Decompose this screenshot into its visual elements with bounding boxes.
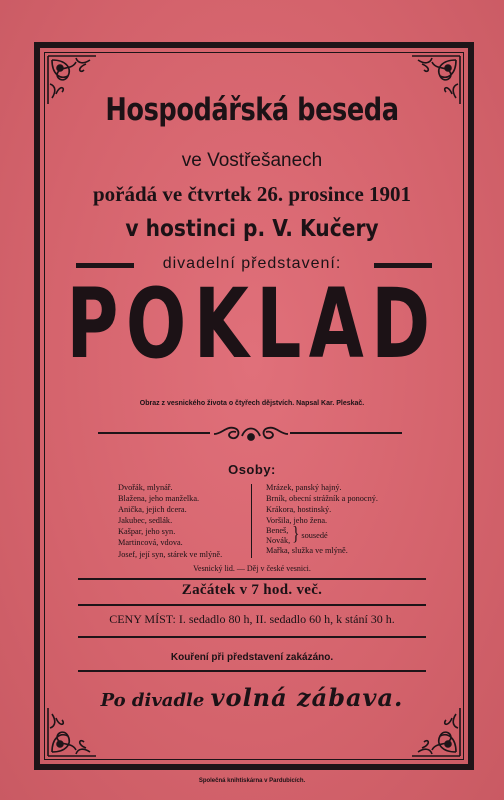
divider-line [98, 432, 210, 434]
cast-item: Voršila, jeho žena. [266, 516, 328, 526]
cast-pair-names [266, 526, 290, 545]
divider-line [78, 604, 426, 606]
cast-item: Mrázek, panský hajný. [266, 483, 342, 492]
after-show-small: Po divadle [100, 690, 205, 711]
cast-list-right [266, 482, 406, 556]
cast-pair [266, 526, 406, 545]
cast-item: Beneš, [266, 526, 289, 536]
center-flourish-icon [212, 422, 290, 446]
smoking-notice: Kouření při představení zakázáno. [170, 652, 334, 663]
divider-line [78, 670, 426, 672]
cast-item: Brník, obecní strážník a ponocný. [266, 494, 378, 504]
cast-item: Josef, její syn, stárek ve mlýně. [118, 549, 223, 559]
cast-item: Martincová, vdova. [118, 538, 183, 548]
village-line: ve Vostřešanech [181, 150, 323, 171]
printer-imprint: Společná knihtiskárna v Pardubicích. [198, 778, 306, 784]
cast-item: Blažena, jeho manželka. [118, 494, 200, 504]
organizer-title: Hospodářská beseda [105, 92, 399, 128]
cast-item: Novák, [266, 535, 291, 545]
cast-item: Anička, jejich dcera. [118, 505, 187, 515]
divider-line [78, 578, 426, 580]
cast-pair-role: sousedé [301, 531, 328, 541]
cast-list-left [118, 482, 248, 560]
cast-item: Kašpar, jeho syn. [118, 527, 176, 537]
cast-item: Dvořák, mlynář. [118, 483, 173, 492]
corner-ornament-icon [408, 704, 462, 758]
divider-line [78, 636, 426, 638]
play-title: POKLAD [66, 268, 438, 380]
corner-ornament-icon [46, 704, 100, 758]
cast-heading: Osoby: [228, 462, 276, 477]
play-subtitle: Obraz z vesnického života o čtyřech dějstvích. Napsal Kar. Pleskač. [139, 400, 365, 407]
date-line: pořádá ve čtvrtek 26. prosince 1901 [92, 182, 412, 206]
cast-item: Jakubec, sedlák. [118, 516, 173, 526]
ticket-prices: CENY MÍST: I. sedadlo 80 h, II. sedadlo 60 h, k stání 30 h. [109, 612, 395, 626]
start-time: Začátek v 7 hod. več. [181, 582, 323, 598]
performance-label: divadelní představení: [162, 255, 342, 272]
venue-line: v hostinci p. V. Kučery [125, 216, 379, 242]
cast-item: Mařka, služka ve mlýně. [266, 546, 348, 556]
after-show-line [0, 683, 504, 712]
after-show-big: volná zábava. [210, 683, 404, 712]
divider-line [290, 432, 402, 434]
cast-item: Krákora, hostinský. [266, 505, 332, 515]
setting-note: Vesnický lid. — Děj v české vesnici. [193, 564, 311, 573]
brace-icon: } [292, 524, 300, 546]
cast-divider [251, 484, 252, 558]
